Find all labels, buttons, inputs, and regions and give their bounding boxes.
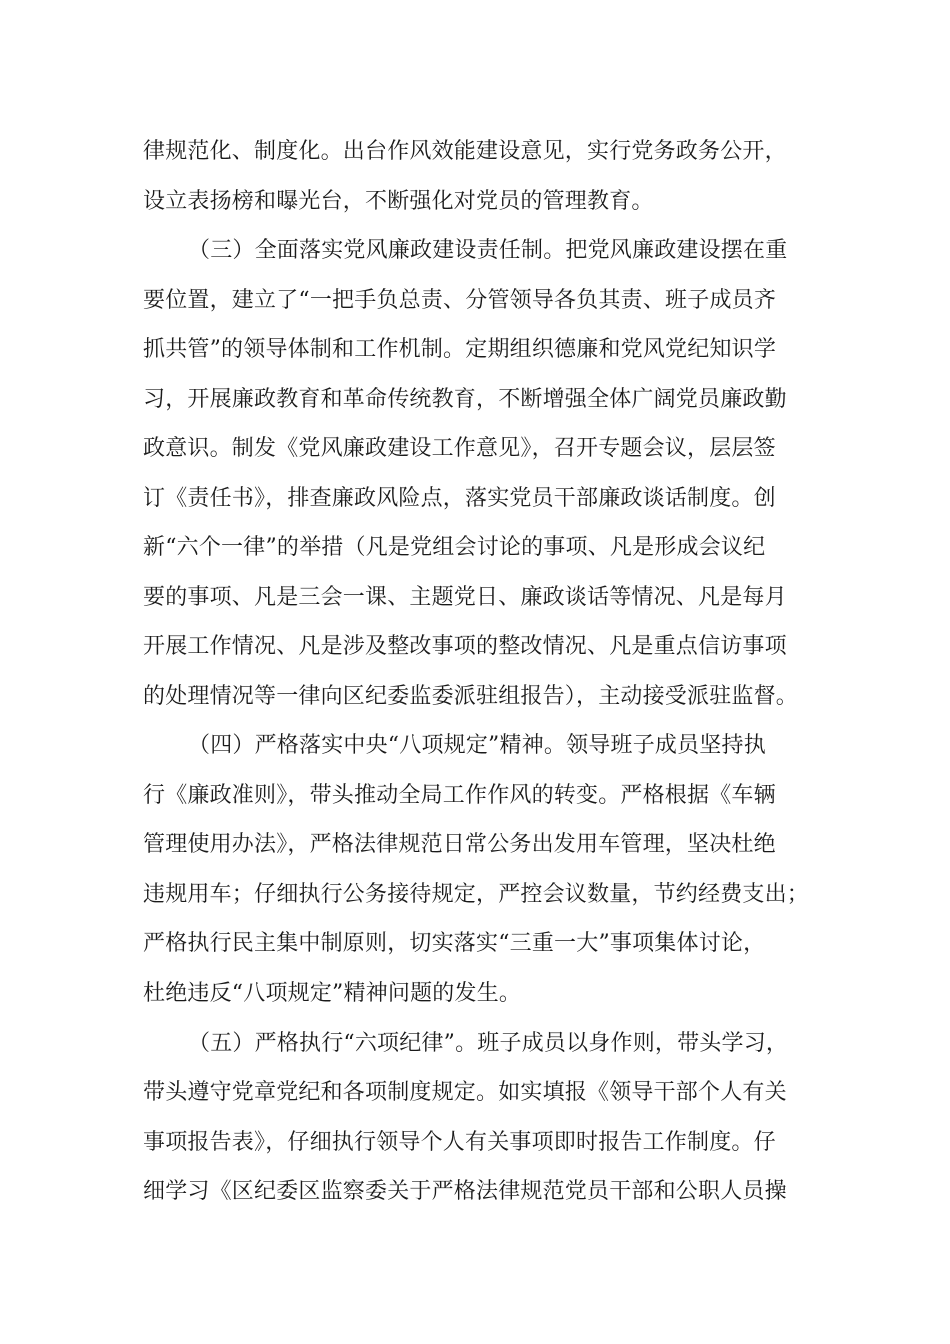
text-line: 订《责任书》，排查廉政风险点，落实党员干部廉政谈话制度。创 xyxy=(143,486,776,511)
text-line: 带头遵守党章党纪和各项制度规定。如实填报《领导干部个人有关 xyxy=(143,1080,787,1105)
text-line: 事项报告表》，仔细执行领导个人有关事项即时报告工作制度。仔 xyxy=(143,1130,776,1155)
text-line: 政意识。制发《党风廉政建设工作意见》，召开专题会议，层层签 xyxy=(143,436,776,461)
text-line: 杜绝违反“八项规定”精神问题的发生。 xyxy=(143,981,522,1006)
text-line: 的处理情况等一律向区纪委监委派驻组报告），主动接受派驻监督。 xyxy=(143,684,799,709)
text-line: 习，开展廉政教育和革命传统教育，不断增强全体广阔党员廉政勤 xyxy=(143,387,787,412)
paragraph-heading-4: （四）严格落实中央“八项规定”精神。领导班子成员坚持执 xyxy=(188,733,766,758)
text-line: 要的事项、凡是三会一课、主题党日、廉政谈话等情况、凡是每月 xyxy=(143,585,787,610)
text-line: 行《廉政准则》，带头推动全局工作作风的转变。严格根据《车辆 xyxy=(143,783,776,808)
paragraph-heading-5: （五）严格执行“六项纪律”。班子成员以身作则，带头学习， xyxy=(188,1031,789,1056)
text-line: 管理使用办法》，严格法律规范日常公务出发用车管理，坚决杜绝 xyxy=(143,832,776,857)
text-line: 开展工作情况、凡是涉及整改事项的整改情况、凡是重点信访事项 xyxy=(143,634,787,659)
text-line: 新“六个一律”的举措（凡是党组会讨论的事项、凡是形成会议纪 xyxy=(143,535,766,560)
text-line: 严格执行民主集中制原则，切实落实“三重一大”事项集体讨论， xyxy=(143,931,766,956)
text-line: 设立表扬榜和曝光台，不断强化对党员的管理教育。 xyxy=(143,189,654,214)
text-line: 律规范化、制度化。出台作风效能建设意见，实行党务政务公开， xyxy=(143,139,787,164)
text-line: 违规用车；仔细执行公务接待规定，严控会议数量，节约经费支出； xyxy=(143,882,810,907)
text-line: 要位置，建立了“一把手负总责、分管领导各负其责、班子成员齐 xyxy=(143,288,777,313)
paragraph-heading-3: （三）全面落实党风廉政建设责任制。把党风廉政建设摆在重 xyxy=(188,238,788,263)
text-line: 细学习《区纪委区监察委关于严格法律规范党员干部和公职人员操 xyxy=(143,1179,787,1204)
text-line: 抓共管”的领导体制和工作机制。定期组织德廉和党风党纪知识学 xyxy=(143,337,777,362)
